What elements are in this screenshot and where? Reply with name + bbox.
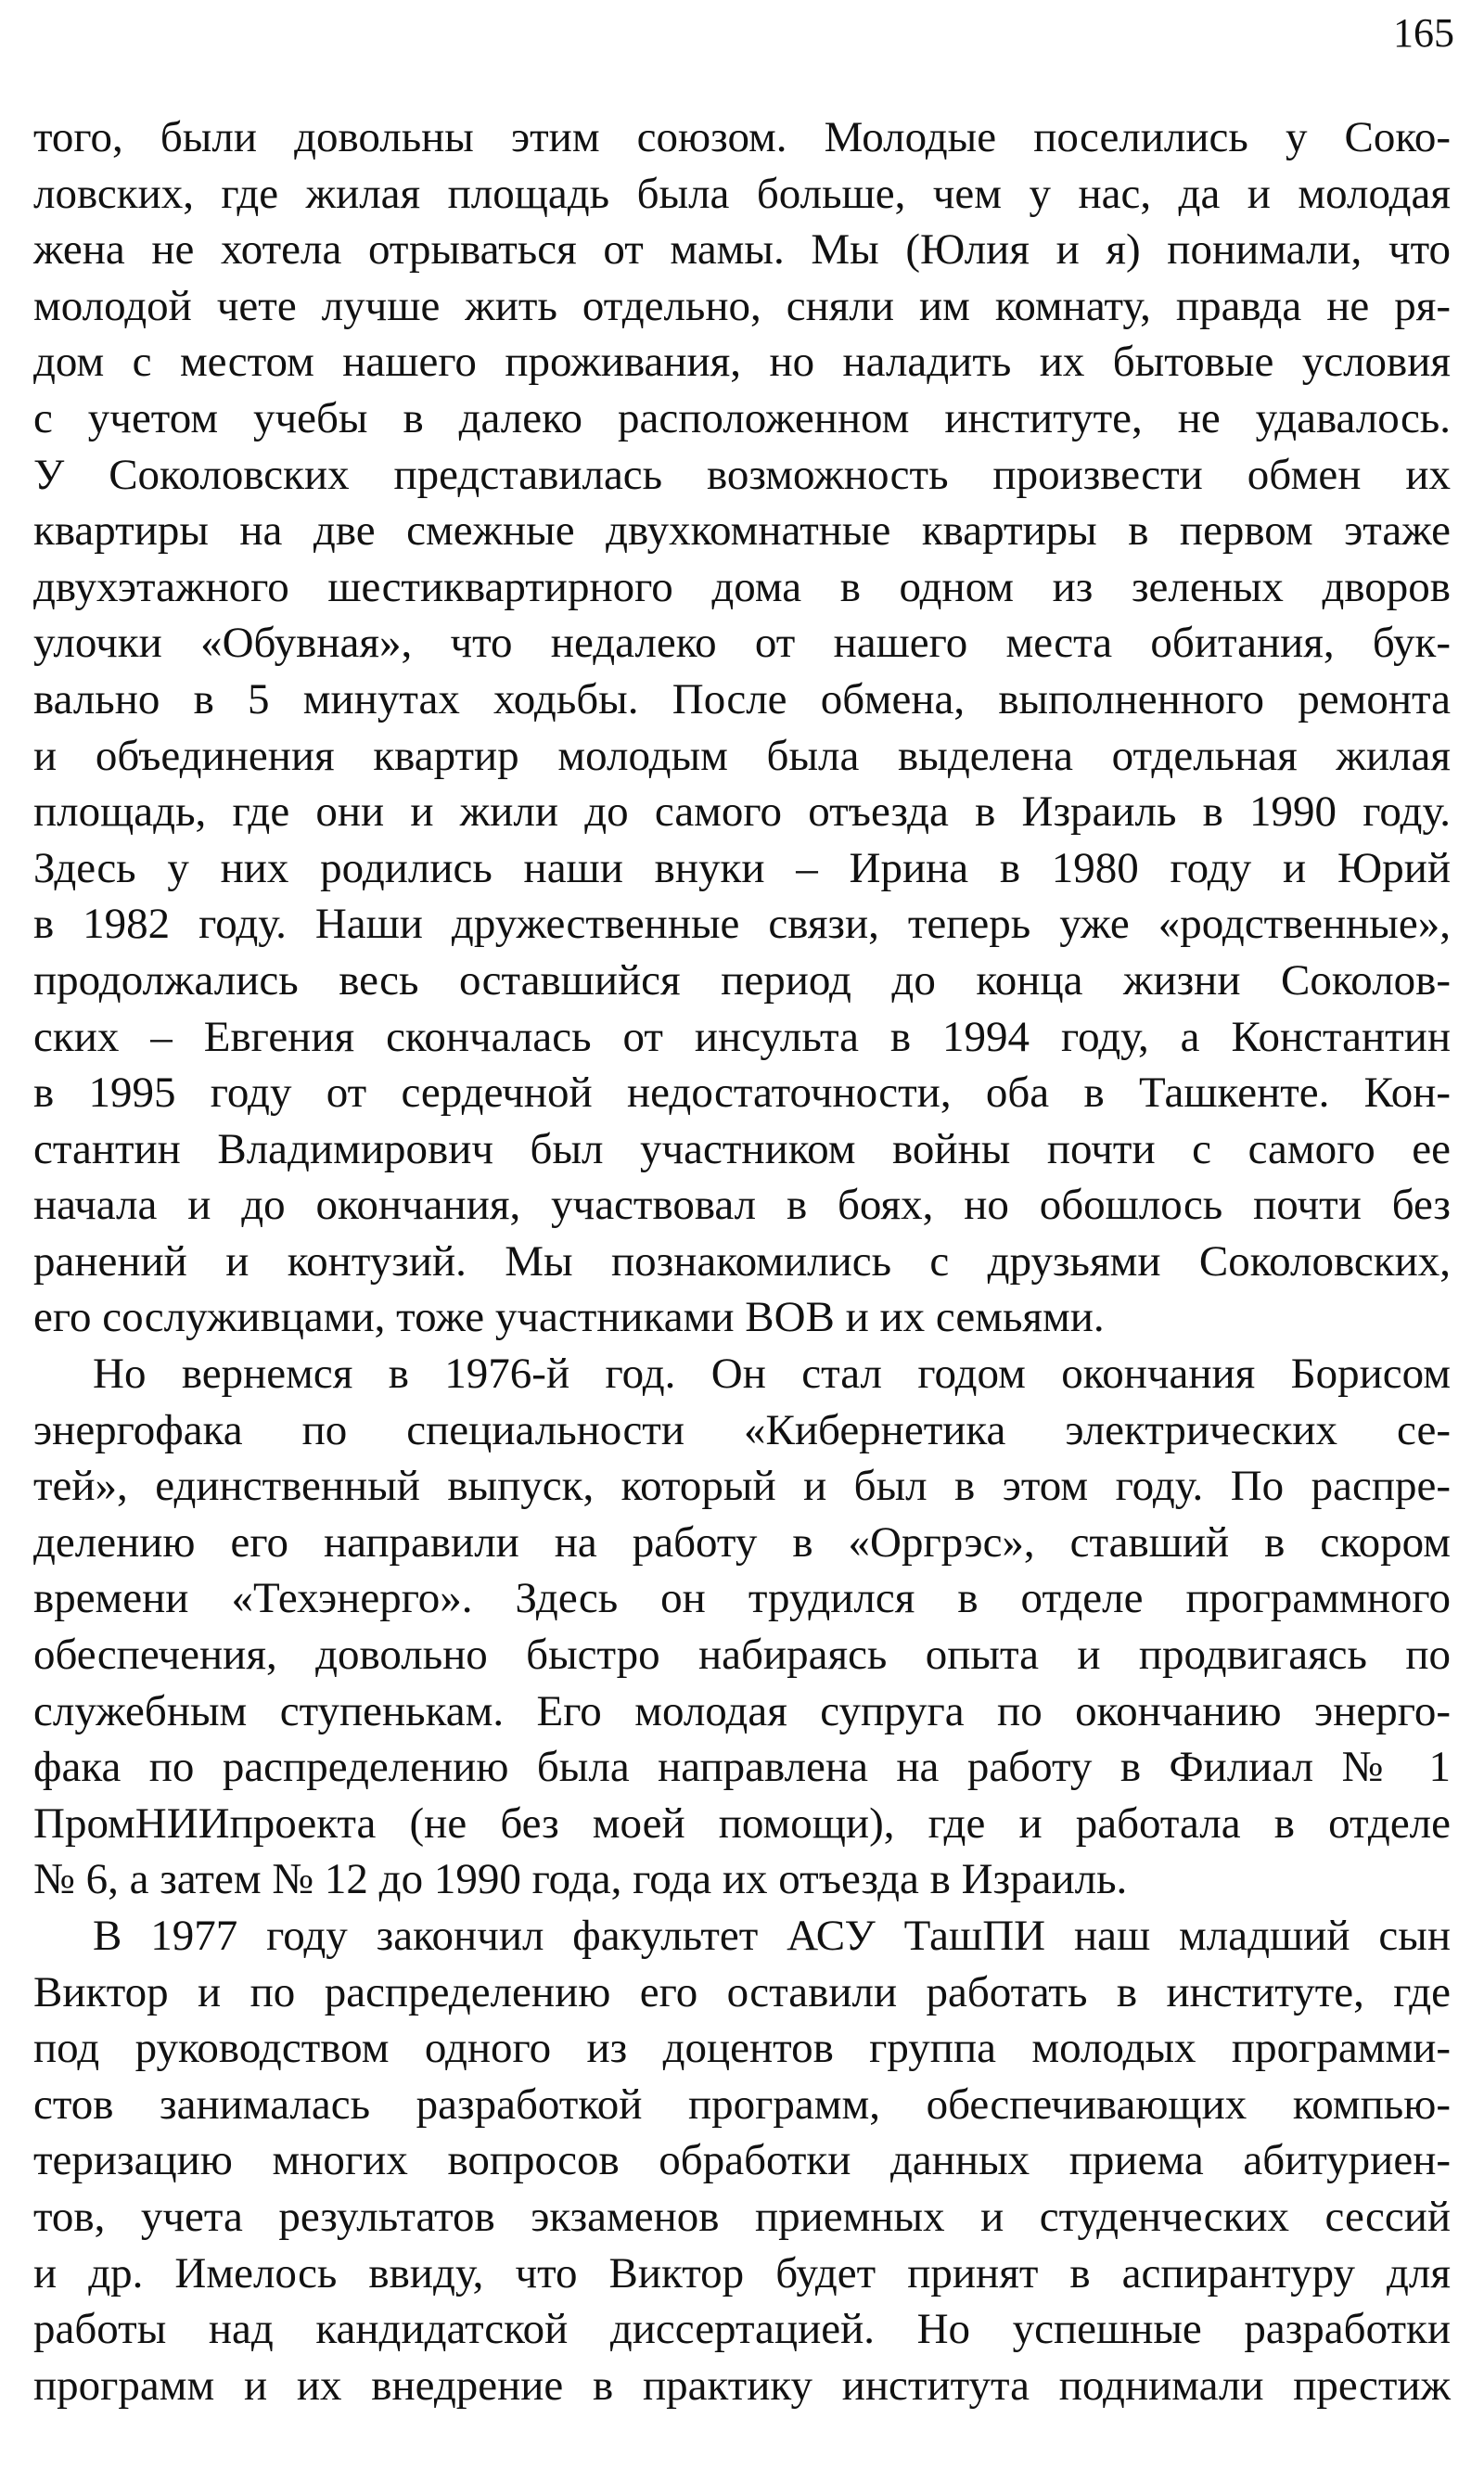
text-line: продолжались весь оставшийся период до конца жизни Соколов- xyxy=(33,955,1451,1005)
text-line: дом с местом нашего проживания, но наладить их бытовые условия xyxy=(33,338,1451,387)
text-line: работы над кандидатской диссертацией. Но успешные разработки xyxy=(33,2305,1451,2354)
text-line: его сослуживцами, тоже участниками ВОВ и их семьями. xyxy=(33,1293,1105,1342)
text-line: Но вернемся в 1976-й год. Он стал годом окончания Борисом xyxy=(93,1350,1451,1399)
text-line: с учетом учебы в далеко расположенном институте, не удавалось. xyxy=(33,393,1451,442)
text-line: в 1982 году. Наши дружественные связи, теперь уже «родственные», xyxy=(33,900,1451,949)
text-line: ранений и контузий. Мы познакомились с друзьями Соколовских, xyxy=(33,1236,1451,1286)
text-line: ских – Евгения скончалась от инсульта в 1994 году, а Константин xyxy=(33,1012,1451,1061)
paragraph xyxy=(33,109,1451,1346)
text-line: обеспечения, довольно быстро набираясь опыта и продвигаясь по xyxy=(33,1631,1451,1680)
text-line: фака по распределению была направлена на работу в Филиал № 1 xyxy=(33,1743,1451,1792)
text-line: стов занималась разработкой программ, обеспечивающих компью- xyxy=(33,2080,1451,2129)
text-line: теризацию многих вопросов обработки данных приема абитуриен- xyxy=(33,2136,1451,2185)
text-line: ловских, где жилая площадь была больше, чем у нас, да и молодая xyxy=(33,169,1451,218)
text-line: и объединения квартир молодым была выделена отдельная жилая xyxy=(33,731,1451,780)
text-line: улочки «Обувная», что недалеко от нашего места обитания, бук- xyxy=(33,619,1451,668)
page-number: 165 xyxy=(1393,10,1454,56)
text-line: ПромНИИпроекта (не без моей помощи), где и работала в отделе xyxy=(33,1798,1451,1848)
text-line: молодой чете лучше жить отдельно, сняли им комнату, правда не ря- xyxy=(33,281,1451,330)
text-line: стантин Владимирович был участником войны почти с самого ее xyxy=(33,1124,1451,1173)
text-line: № 6, а затем № 12 до 1990 года, года их отъезда в Израиль. xyxy=(33,1855,1128,1904)
text-line: делению его направили на работу в «Оргрэс», ставший в скором xyxy=(33,1517,1451,1567)
text-line: В 1977 году закончил факультет АСУ ТашПИ наш младший сын xyxy=(93,1912,1451,1960)
text-line: начала и до окончания, участвовал в боях, но обошлось почти без xyxy=(33,1181,1451,1230)
text-line: У Соколовских представилась возможность произвести обмен их xyxy=(33,450,1451,499)
text-line: тов, учета результатов экзаменов приемных и студенческих сессий xyxy=(33,2192,1451,2241)
text-line: Виктор и по распределению его оставили работать в институте, где xyxy=(33,1967,1451,2016)
text-line: в 1995 году от сердечной недостаточности, оба в Ташкенте. Кон- xyxy=(33,1069,1451,1118)
text-line: вально в 5 минутах ходьбы. После обмена, выполненного ремонта xyxy=(33,674,1451,723)
text-line: тей», единственный выпуск, который и был в этом году. По распре- xyxy=(33,1462,1451,1511)
text-line: под руководством одного из доцентов группа молодых программи- xyxy=(33,2024,1451,2073)
text-line: энергофака по специальности «Кибернетика электрических се- xyxy=(33,1405,1451,1454)
text-line: и др. Имелось ввиду, что Виктор будет принят в аспирантуру для xyxy=(33,2248,1451,2297)
text-line: времени «Техэнерго». Здесь он трудился в отделе программного xyxy=(33,1574,1451,1623)
paragraph xyxy=(33,1346,1451,1908)
text-line: Здесь у них родились наши внуки – Ирина в 1980 году и Юрий xyxy=(33,843,1451,892)
text-line: программ и их внедрение в практику института поднимали престиж xyxy=(33,2361,1451,2410)
body-text xyxy=(33,109,1451,2413)
text-line: площадь, где они и жили до самого отъезда в Израиль в 1990 году. xyxy=(33,787,1451,837)
text-line: жена не хотела отрываться от мамы. Мы (Юлия и я) понимали, что xyxy=(33,225,1451,275)
text-line: служебным ступенькам. Его молодая супруга по окончанию энерго- xyxy=(33,1686,1451,1735)
text-line: того, были довольны этим союзом. Молодые поселились у Соко- xyxy=(33,113,1451,161)
paragraph xyxy=(33,1908,1451,2413)
text-line: двухэтажного шестиквартирного дома в одном из зеленых дворов xyxy=(33,562,1451,611)
text-line: квартиры на две смежные двухкомнатные квартиры в первом этаже xyxy=(33,506,1451,556)
